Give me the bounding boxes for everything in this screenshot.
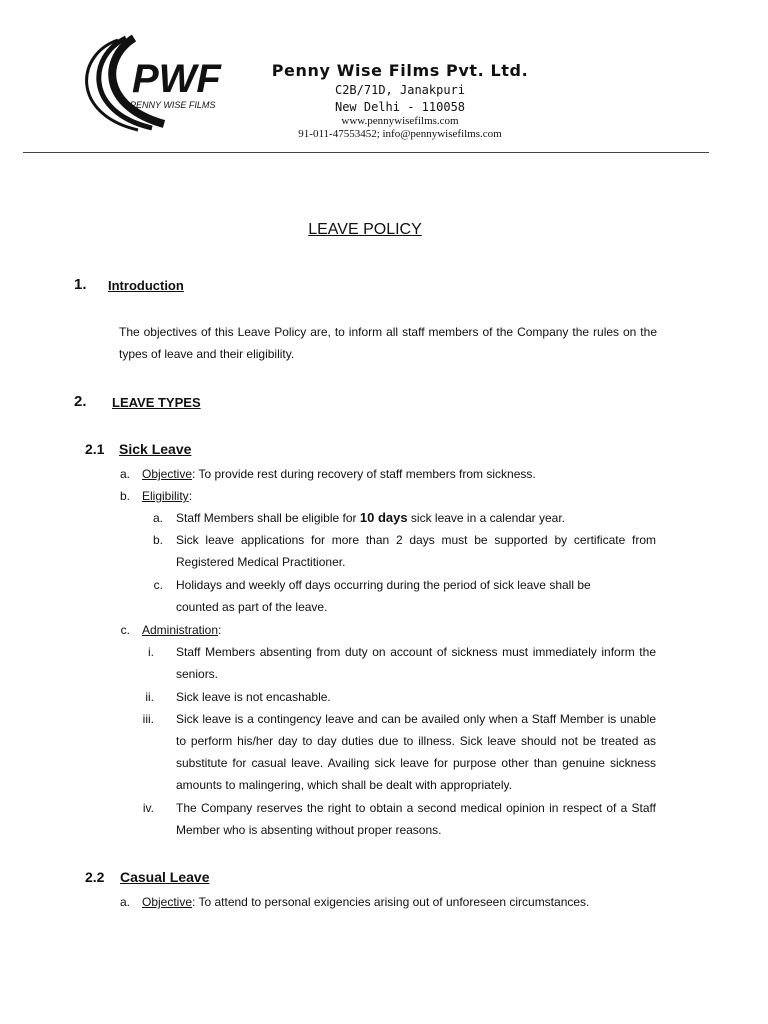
eligibility-item: Holidays and weekly off days occurring during the period of sick leave shall be counted as part of the leave. xyxy=(176,578,591,614)
administration-item: Sick leave is not encashable. xyxy=(176,690,331,704)
section-2-title: LEAVE TYPES xyxy=(112,395,201,410)
item-label: Objective xyxy=(142,895,193,909)
sick-leave-administration xyxy=(142,619,662,641)
sub-item-marker: c. xyxy=(153,578,163,592)
item-label: Objective xyxy=(142,467,193,481)
item-marker: b. xyxy=(119,489,130,503)
eligibility-item xyxy=(176,507,656,529)
bold-text: 10 days xyxy=(359,510,408,525)
item-text: : xyxy=(218,623,222,637)
roman-marker: iv. xyxy=(142,801,154,815)
administration-item: Staff Members absenting from duty on account of sickness must immediately inform the seniors. xyxy=(176,645,656,681)
roman-marker: ii. xyxy=(145,690,154,704)
header-divider xyxy=(23,152,709,153)
logo-letters: PWF xyxy=(132,57,221,101)
text-segment: sick leave in a calendar year. xyxy=(407,511,565,525)
subsection-2-2-number: 2.2 xyxy=(85,869,105,885)
document-title: LEAVE POLICY xyxy=(308,221,422,238)
sub-item-marker: b. xyxy=(152,533,163,547)
logo-tagline: PENNY WISE FILMS xyxy=(130,100,216,110)
section-1-number: 1. xyxy=(74,276,87,293)
company-logo xyxy=(68,34,238,134)
item-label: Eligibility xyxy=(142,489,189,503)
administration-item: Sick leave is a contingency leave and can be availed only when a Staff Member is unable to perform his/her day to day duties due to illness. Sick leave should not be treated as substitute for casual leave. Availing sick leave for purpose other than genuine sickness amounts to malingering, which shall be dealt with appropriately. xyxy=(176,712,656,792)
item-marker: a. xyxy=(119,895,130,909)
website: www.pennywisefilms.com xyxy=(341,115,459,127)
company-name: Penny Wise Films Pvt. Ltd. xyxy=(271,61,529,80)
address-line-2: New Delhi - 110058 xyxy=(334,100,466,114)
item-text: : To provide rest during recovery of staff members from sickness. xyxy=(192,467,536,481)
section-1-title: Introduction xyxy=(108,278,184,293)
item-marker: a. xyxy=(119,467,130,481)
roman-marker: i. xyxy=(148,645,154,659)
administration-item: The Company reserves the right to obtain a second medical opinion in respect of a Staff Member who is absenting without proper reasons. xyxy=(176,801,656,837)
pwf-logo-icon xyxy=(68,34,238,134)
introduction-paragraph: The objectives of this Leave Policy are, to inform all staff members of the Company the rules on the types of leave and their eligibility. xyxy=(119,325,657,361)
item-text: : To attend to personal exigencies arising out of unforeseen circumstances. xyxy=(192,895,590,909)
section-2-number: 2. xyxy=(74,393,87,410)
contact-info: 91-011-47553452; info@pennywisefilms.com xyxy=(298,128,502,140)
address-line-1: C2B/71D, Janakpuri xyxy=(334,83,466,97)
eligibility-item: Sick leave applications for more than 2 days must be supported by certificate from Registered Medical Practitioner. xyxy=(176,533,656,569)
roman-marker: iii. xyxy=(142,712,154,726)
item-marker: c. xyxy=(120,623,130,637)
casual-leave-objective xyxy=(142,891,662,913)
subsection-2-1-number: 2.1 xyxy=(85,441,105,457)
subsection-2-1-title: Sick Leave xyxy=(119,441,192,457)
subsection-2-2-title: Casual Leave xyxy=(120,869,210,885)
sick-leave-eligibility xyxy=(142,485,662,507)
sub-item-marker: a. xyxy=(152,511,163,525)
text-segment: Staff Members shall be eligible for xyxy=(176,511,360,525)
sick-leave-objective xyxy=(142,463,662,485)
item-label: Administration xyxy=(142,623,219,637)
item-text: : xyxy=(188,489,193,503)
